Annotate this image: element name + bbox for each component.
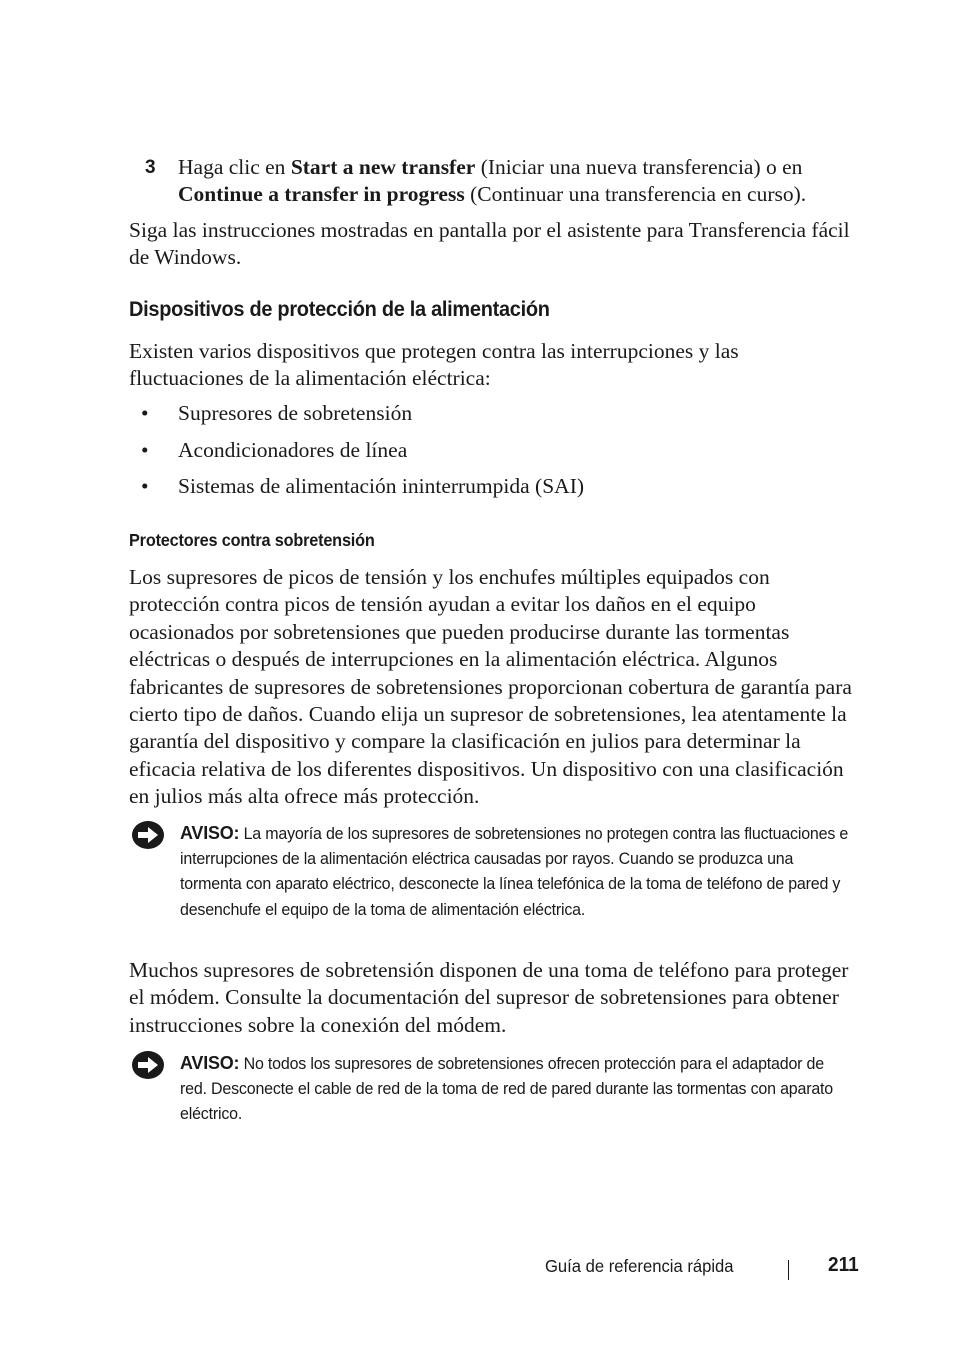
list-item-text: Acondicionadores de línea xyxy=(178,437,408,462)
notice-arrow-icon xyxy=(131,1050,165,1080)
step-text-part: Haga clic en xyxy=(178,155,291,179)
device-list xyxy=(129,400,857,510)
step-number: 3 xyxy=(145,157,156,178)
surge-protector-paragraph: Los supresores de picos de tensión y los enchufes múltiples equipados con protección contra picos de tensión ayudan a evitar los daños en el equipo ocasionados por sobretensiones que pueden producirse durante las tormentas eléctricas o después de interrupciones en la alimentación eléctrica. Algunos fabricantes de supresores de sobretensiones proporcionan cobertura de garantía para cierto tipo de daños. Cuando elija un supresor de sobretensiones, lea atentamente la garantía del dispositivo y compare la clasificación en julios para determinar la eficacia relativa de los diferentes dispositivos. Un dispositivo con una clasificación en julios más alta ofrece más protección. xyxy=(129,565,852,809)
page-number: 211 xyxy=(828,1254,859,1276)
step-text-part: (Iniciar una nueva transferencia) o en xyxy=(475,155,803,179)
step-text xyxy=(178,154,869,209)
section-intro-paragraph: Existen varios dispositivos que protegen contra las interrupciones y las fluctuaciones de la alimentación eléctrica: xyxy=(129,339,739,391)
bullet-icon: • xyxy=(141,437,149,462)
numbered-step xyxy=(129,154,869,209)
intro-paragraph: Siga las instrucciones mostradas en pantalla por el asistente para Transferencia fácil de Windows. xyxy=(129,218,850,270)
bullet-icon: • xyxy=(141,401,149,425)
notice-block xyxy=(129,1050,869,1128)
step-text-part: (Continuar una transferencia en curso). xyxy=(464,182,807,207)
list-item xyxy=(129,473,857,510)
notice-label: AVISO: xyxy=(180,1052,240,1073)
notice-text xyxy=(180,820,849,923)
subsection-heading: Protectores contra sobretensión xyxy=(129,530,375,550)
notice-arrow-icon xyxy=(131,820,165,850)
list-item xyxy=(129,400,857,437)
notice-body: No todos los supresores de sobretensiones ofrecen protección para el adaptador de red. Desconecte el cable de red de la toma de red de pared durante las tormentas con aparato eléctrico. xyxy=(180,1055,834,1124)
continue-transfer-option: Continue a transfer in progress xyxy=(178,182,465,207)
notice-body: La mayoría de los supresores de sobretensiones no protegen contra las fluctuaciones e interrupciones de la alimentación eléctrica causadas por rayos. Cuando se produzca una tormenta con aparato eléctrico, desconecte la línea telefónica de la toma de teléfono de pared y desenchufe el equipo de la toma de alimentación eléctrica. xyxy=(180,825,849,919)
footer-title: Guía de referencia rápida xyxy=(545,1256,734,1276)
list-item-text: Supresores de sobretensión xyxy=(178,401,413,425)
notice-label: AVISO: xyxy=(180,822,240,843)
modem-paragraph: Muchos supresores de sobretensión disponen de una toma de teléfono para proteger el módem. Consulte la documentación del supresor de sobretensiones para obtener instrucciones sobre la conexión del módem. xyxy=(129,958,849,1037)
list-item xyxy=(129,437,857,474)
list-item-text: Sistemas de alimentación ininterrumpida (SAI) xyxy=(178,474,585,499)
footer-divider xyxy=(788,1260,789,1280)
start-transfer-option: Start a new transfer xyxy=(290,155,476,179)
section-heading: Dispositivos de protección de la alimentación xyxy=(129,298,550,321)
notice-block xyxy=(129,820,869,923)
bullet-icon: • xyxy=(141,474,149,499)
notice-text xyxy=(180,1050,849,1128)
